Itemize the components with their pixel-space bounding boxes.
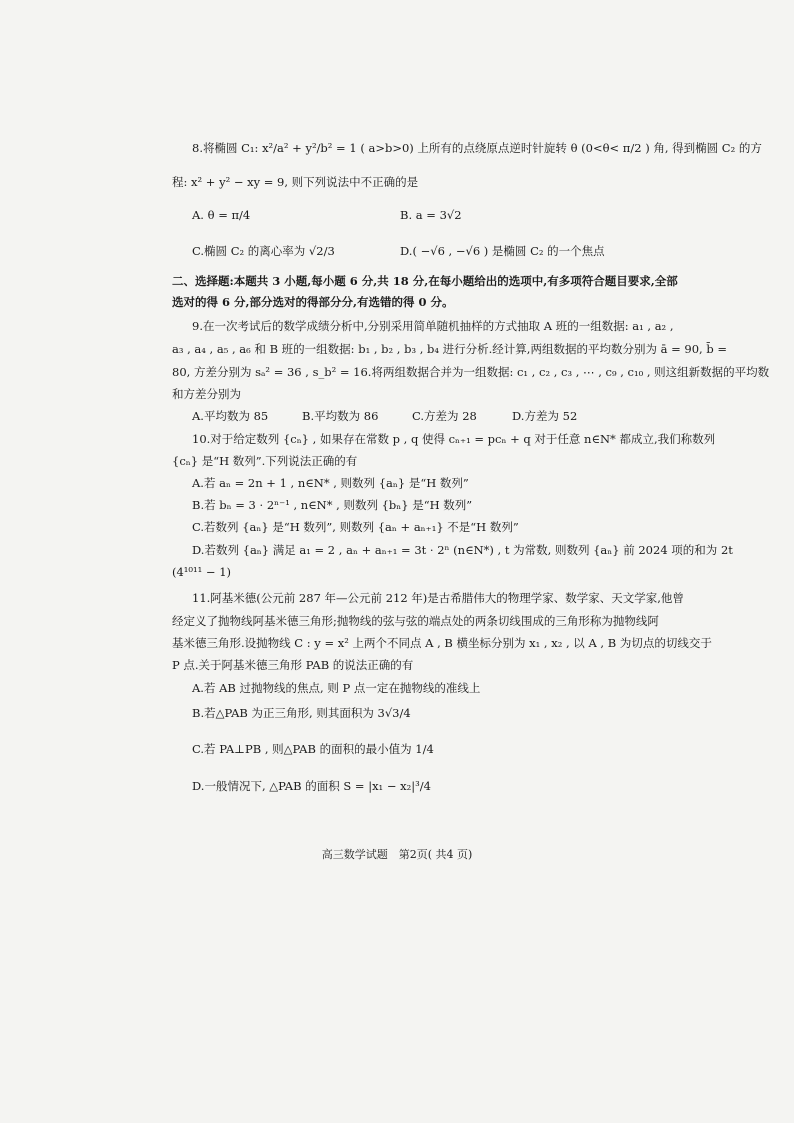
q11-option-a: A.若 AB 过抛物线的焦点, 则 P 点一定在抛物线的准线上	[192, 681, 481, 695]
q10-option-d-line1: D.若数列 {aₙ} 满足 a₁ = 2 , aₙ + aₙ₊₁ = 3t · 2ⁿ (n∈N*) , t 为常数, 则数列 {aₙ} 前 2024 项的和为 2t	[192, 543, 733, 557]
q11-option-d: D.一般情况下, △PAB 的面积 S = |x₁ − x₂|³/4	[192, 779, 431, 793]
q11-line3: 基米德三角形.设抛物线 C : y = x² 上两个不同点 A , B 横坐标分别为 x₁ , x₂ , 以 A , B 为切点的切线交于	[172, 636, 712, 650]
q9-option-c: C.方差为 28	[412, 409, 477, 423]
q9-option-a: A.平均数为 85	[192, 409, 269, 423]
section2-heading-line1: 二、选择题:本题共 3 小题,每小题 6 分,共 18 分,在每小题给出的选项中,有多项符合题目要求,全部	[172, 274, 678, 288]
q9-line3: 80, 方差分别为 sₐ² = 36 , s_b² = 16.将两组数据合并为一组数据: c₁ , c₂ , c₃ , ⋯ , c₉ , c₁₀ , 则这组新数据的平均数	[172, 365, 770, 379]
q8-line2: 程: x² + y² − xy = 9, 则下列说法中不正确的是	[172, 175, 419, 189]
q10-line1: 10.对于给定数列 {cₙ} , 如果存在常数 p , q 使得 cₙ₊₁ = pcₙ + q 对于任意 n∈N* 都成立,我们称数列	[192, 432, 716, 446]
q8-option-c: C.椭圆 C₂ 的离心率为 √2/3	[192, 244, 335, 258]
q10-line2: {cₙ} 是“H 数列”.下列说法正确的有	[172, 454, 358, 468]
q11-line1: 11.阿基米德(公元前 287 年—公元前 212 年)是古希腊伟大的物理学家、数学家、天文学家,他曾	[192, 591, 684, 605]
q8-option-d: D.( −√6 , −√6 ) 是椭圆 C₂ 的一个焦点	[400, 244, 605, 258]
q8-option-b: B. a = 3√2	[400, 208, 462, 222]
section2-heading-line2: 选对的得 6 分,部分选对的得部分分,有选错的得 0 分。	[172, 295, 454, 309]
q9-line1: 9.在一次考试后的数学成绩分析中,分别采用简单随机抽样的方式抽取 A 班的一组数据: a₁ , a₂ ,	[192, 319, 674, 333]
q11-line4: P 点.关于阿基米德三角形 PAB 的说法正确的有	[172, 658, 414, 672]
q8-option-a: A. θ = π/4	[192, 208, 251, 222]
q11-line2: 经定义了抛物线阿基米德三角形;抛物线的弦与弦的端点处的两条切线围成的三角形称为抛物线阿	[172, 614, 659, 628]
q9-line4: 和方差分别为	[172, 387, 241, 401]
q10-option-b: B.若 bₙ = 3 · 2ⁿ⁻¹ , n∈N* , 则数列 {bₙ} 是“H 数列”	[192, 498, 473, 512]
q11-option-b: B.若△PAB 为正三角形, 则其面积为 3√3/4	[192, 706, 411, 720]
q10-option-c: C.若数列 {aₙ} 是“H 数列”, 则数列 {aₙ + aₙ₊₁} 不是“H 数列”	[192, 520, 519, 534]
q8-line1: 8.将椭圆 C₁: x²/a² + y²/b² = 1 ( a>b>0) 上所有的点绕原点逆时针旋转 θ (0<θ< π/2 ) 角, 得到椭圆 C₂ 的方	[192, 141, 762, 155]
q9-option-b: B.平均数为 86	[302, 409, 379, 423]
q9-line2: a₃ , a₄ , a₅ , a₆ 和 B 班的一组数据: b₁ , b₂ , b₃ , b₄ 进行分析.经计算,两组数据的平均数分别为 ā = 90, b̄ =	[172, 342, 728, 356]
q9-option-d: D.方差为 52	[512, 409, 578, 423]
page-footer: 高三数学试题 第2页( 共4 页)	[321, 848, 473, 861]
q11-option-c: C.若 PA⊥PB , 则△PAB 的面积的最小值为 1/4	[192, 742, 434, 756]
q10-option-d-line2: (4¹⁰¹¹ − 1)	[172, 565, 231, 579]
q10-option-a: A.若 aₙ = 2n + 1 , n∈N* , 则数列 {aₙ} 是“H 数列”	[192, 476, 469, 490]
